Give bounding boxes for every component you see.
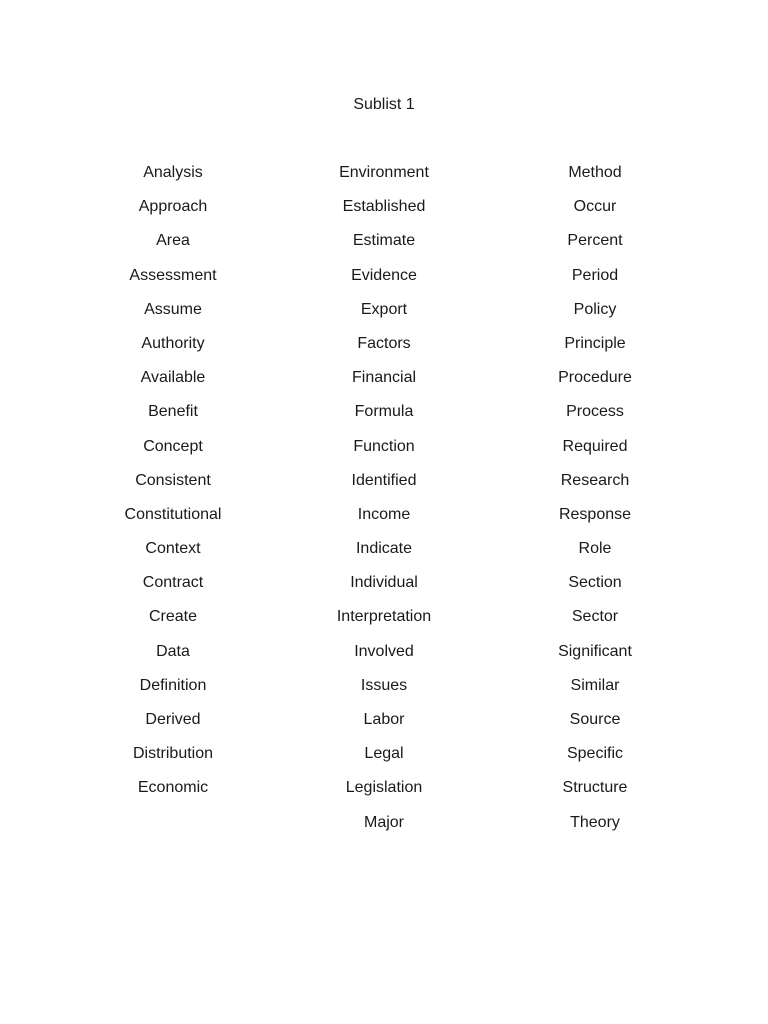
word-item: Financial xyxy=(351,369,417,387)
word-item: Role xyxy=(578,540,612,558)
word-item: Occur xyxy=(573,198,617,216)
word-item: Specific xyxy=(566,745,624,763)
word-item: Significant xyxy=(558,642,632,660)
word-item: Response xyxy=(558,505,632,523)
word-item: Source xyxy=(569,711,621,728)
word-item: Constitutional xyxy=(124,505,222,523)
word-column-1 xyxy=(73,162,273,812)
word-item: Procedure xyxy=(558,369,632,387)
word-item: Available xyxy=(140,369,206,387)
word-item: Involved xyxy=(354,642,414,660)
word-item: Estimate xyxy=(352,232,416,250)
word-item: Required xyxy=(562,437,628,455)
word-item: Similar xyxy=(570,676,620,694)
word-item: Assessment xyxy=(129,266,217,284)
word-item: Data xyxy=(156,642,190,660)
word-item: Theory xyxy=(570,813,620,831)
word-item: Formula xyxy=(354,403,414,421)
word-item: Section xyxy=(568,574,622,592)
word-item: Assume xyxy=(144,300,202,318)
word-item: Individual xyxy=(350,574,418,592)
page-title: Sublist 1 xyxy=(353,96,415,113)
word-item: Function xyxy=(353,437,415,455)
word-column-3 xyxy=(495,162,695,846)
word-item: Create xyxy=(148,608,198,626)
word-item: Factors xyxy=(357,334,411,352)
word-item: Structure xyxy=(562,779,628,797)
word-item: Area xyxy=(156,232,190,250)
word-item: Export xyxy=(360,300,408,318)
word-item: Established xyxy=(342,198,426,216)
word-item: Legislation xyxy=(345,779,423,797)
word-item: Legal xyxy=(364,745,404,763)
word-item: Major xyxy=(363,813,404,831)
word-item: Process xyxy=(566,403,624,421)
word-item: Distribution xyxy=(132,745,214,763)
word-item: Identified xyxy=(351,471,417,489)
word-item: Sector xyxy=(571,608,619,626)
word-item: Income xyxy=(357,505,411,523)
word-item: Method xyxy=(568,164,622,181)
word-item: Interpretation xyxy=(336,608,432,626)
word-item: Authority xyxy=(141,334,205,352)
word-item: Issues xyxy=(360,676,408,694)
word-column-2 xyxy=(284,162,484,846)
word-item: Context xyxy=(145,540,201,558)
word-item: Economic xyxy=(137,779,209,797)
word-item: Evidence xyxy=(351,266,417,284)
word-item: Principle xyxy=(564,334,626,352)
word-item: Period xyxy=(571,266,619,284)
word-item: Analysis xyxy=(143,164,203,181)
word-item: Consistent xyxy=(135,471,211,489)
word-item: Environment xyxy=(339,164,429,181)
word-item: Research xyxy=(560,471,630,489)
word-item: Concept xyxy=(143,437,203,455)
word-item: Definition xyxy=(139,676,207,694)
word-item: Indicate xyxy=(355,540,413,558)
word-item: Contract xyxy=(142,574,204,592)
word-item: Labor xyxy=(363,711,405,728)
word-item: Policy xyxy=(573,300,617,318)
word-item: Percent xyxy=(567,232,623,250)
word-item: Approach xyxy=(138,198,208,216)
word-item: Derived xyxy=(145,711,201,728)
word-item: Benefit xyxy=(148,403,198,421)
